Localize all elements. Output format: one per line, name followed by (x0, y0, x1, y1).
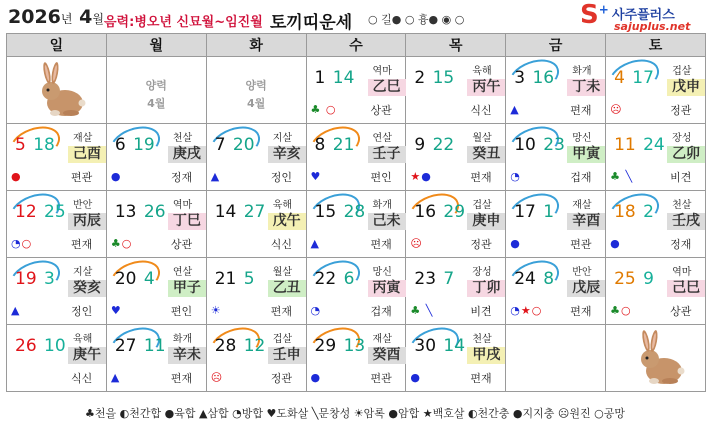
weekday-header: 목 (406, 34, 506, 57)
calendar-week-row (7, 57, 706, 124)
solar-day: 12 (15, 202, 37, 222)
ten-god-label: 식신 (270, 238, 292, 251)
spirit-label: 재살 (73, 133, 93, 144)
solar-day: 27 (114, 336, 137, 356)
calendar-day-cell[interactable] (406, 325, 506, 392)
solar-day: 26 (15, 336, 37, 356)
day-number (614, 135, 665, 155)
calendar-day-cell[interactable] (106, 191, 206, 258)
fortune-symbols: ▲ (110, 371, 121, 384)
ganji-label: 庚戌 (168, 146, 206, 163)
spirit-label: 연살 (372, 133, 392, 144)
calendar-day-cell[interactable] (306, 258, 406, 325)
ganji-label: 甲子 (168, 280, 206, 297)
fortune-symbols: ☹ (210, 371, 224, 384)
day-number (315, 202, 366, 222)
ten-god-label: 비견 (470, 305, 492, 318)
fortune-symbols: ☹ (410, 237, 423, 250)
day-number (514, 68, 554, 88)
spirit-label: 화개 (372, 200, 392, 211)
fortune-title: 토끼띠운세 (270, 13, 353, 33)
fortune-symbols: ● (610, 237, 621, 250)
spirit-label: 천살 (672, 200, 692, 211)
ganji-label: 戊申 (667, 79, 705, 96)
weekday-header-row (7, 34, 706, 57)
fortune-symbols: ● (110, 170, 122, 183)
weekday-header: 월 (106, 34, 206, 57)
symbol-legend: ♣천을 ◐천간합 ●육합 ▲삼합 ◔방합 ♥도화살 ╲문창성 ☀암록 ●암합 ★백호살 ◐천간충 ●지지충 ☹원진 ○공망 (85, 407, 625, 420)
spirit-label: 망신 (372, 267, 392, 278)
solar-day: 5 (15, 135, 26, 155)
fortune-symbols: ★● (410, 170, 432, 183)
day-number (115, 269, 155, 289)
weekday-header: 금 (506, 34, 606, 57)
calendar-day-cell[interactable] (306, 325, 406, 392)
lunar-day: 28 (343, 202, 366, 222)
ganji-label: 戊午 (268, 213, 306, 230)
spirit-label: 겁살 (472, 200, 492, 211)
calendar-day-cell[interactable] (406, 191, 506, 258)
lunar-day: 17 (632, 68, 654, 88)
lunar-day: 8 (543, 269, 555, 289)
ganji-label: 壬申 (268, 347, 306, 364)
spirit-label: 천살 (472, 334, 492, 345)
solar-day: 18 (614, 202, 636, 222)
fortune-symbols: ♣ ○ (310, 103, 337, 116)
ganji-label: 癸酉 (368, 347, 406, 364)
fortune-symbols: ● (11, 170, 22, 183)
fortune-symbols: ● (510, 237, 521, 250)
calendar-week-row (7, 258, 706, 325)
calendar-week-row (7, 325, 706, 392)
spirit-label: 연살 (172, 267, 193, 278)
lunar-day: 21 (332, 135, 355, 155)
day-number (115, 336, 166, 356)
rabbit-icon (634, 329, 690, 387)
lunar-day: 24 (643, 135, 665, 155)
day-number (115, 202, 166, 222)
day-number (514, 269, 554, 289)
ten-god-label: 편관 (370, 372, 392, 385)
fortune-symbols: ● (410, 371, 421, 384)
spirit-label: 지살 (73, 267, 93, 278)
ten-god-label: 편재 (170, 372, 193, 385)
spirit-label: 화개 (572, 66, 592, 77)
fortune-symbols: ● (310, 371, 322, 384)
fortune-symbols: ▲ (11, 304, 21, 317)
ganji-label: 辛未 (168, 347, 206, 364)
ganji-label: 甲寅 (567, 146, 605, 163)
fortune-symbols: ☀ (210, 304, 222, 317)
calendar-day-cell[interactable] (606, 57, 706, 124)
ganji-label: 己酉 (68, 146, 106, 163)
ten-god-label: 정관 (670, 104, 692, 117)
ten-god-label: 편재 (570, 305, 592, 318)
lunar-day: 16 (532, 68, 555, 88)
spirit-label: 반안 (73, 200, 93, 211)
solar-day: 25 (614, 269, 636, 289)
weekday-header: 일 (7, 34, 107, 57)
calendar-day-cell[interactable] (606, 124, 706, 191)
ganji-label: 丁巳 (168, 213, 206, 230)
solar-day: 15 (314, 202, 337, 222)
ten-god-label: 편재 (570, 104, 592, 117)
ganji-label: 丁未 (567, 79, 605, 96)
solar-day: 28 (214, 336, 237, 356)
solar-day: 22 (314, 269, 337, 289)
lunar-day: 4 (143, 269, 155, 289)
ten-god-label: 정재 (670, 238, 692, 251)
ganji-label: 丙辰 (68, 213, 106, 230)
fortune-symbols: ♥ (310, 170, 322, 183)
calendar-week-row (7, 191, 706, 258)
lunar-day: 2 (643, 202, 654, 222)
gregorian-placeholder-cell (206, 57, 306, 124)
logo-icon: S+ (580, 0, 609, 30)
calendar-day-cell[interactable] (406, 258, 506, 325)
ten-god-label: 편재 (370, 238, 392, 251)
ten-god-label: 편재 (71, 238, 93, 251)
day-number (215, 135, 255, 155)
ten-god-label: 상관 (670, 305, 692, 318)
day-number (414, 202, 465, 222)
spirit-label: 지살 (272, 133, 293, 144)
gregorian-label: 양력 (245, 79, 267, 92)
ten-god-label: 비견 (670, 171, 692, 184)
day-number (614, 68, 654, 88)
calendar-day-cell[interactable] (506, 57, 606, 124)
solar-day: 16 (414, 202, 437, 222)
empty-cell (506, 325, 606, 392)
calendar-day-cell[interactable] (406, 124, 506, 191)
lunar-day: 3 (44, 269, 55, 289)
ten-god-label: 식신 (470, 104, 492, 117)
day-number (614, 269, 654, 289)
solar-day: 23 (414, 269, 437, 289)
rabbit-illustration-cell (7, 57, 107, 124)
calendar-header: 2026년 4월 음력:병오년 신묘월~임진월 토끼띠운세 ○ 길● ○ 흉● ◉ ○ S+ 사주플러스 sajuplus.net (8, 0, 691, 33)
calendar-day-cell[interactable] (106, 258, 206, 325)
ganji-label: 乙丑 (268, 280, 306, 297)
lunar-day: 14 (332, 68, 355, 88)
calendar-day-cell[interactable] (606, 191, 706, 258)
day-number (215, 336, 266, 356)
day-number (315, 135, 355, 155)
fortune-symbols: ☹ (610, 103, 623, 116)
fortune-symbols: ♣ ╲ (610, 170, 634, 183)
solar-day: 7 (214, 135, 226, 155)
gregorian-label: 양력 (145, 79, 167, 92)
ganji-label: 己未 (368, 213, 406, 230)
lunar-day: 1 (543, 202, 555, 222)
fortune-symbols: ♣○ (110, 237, 133, 250)
ganji-label: 癸丑 (467, 146, 505, 163)
fortune-symbols: ▲ (210, 170, 221, 183)
weekday-header: 화 (206, 34, 306, 57)
solar-day: 11 (614, 135, 636, 155)
spirit-label: 겁살 (272, 334, 293, 345)
weekday-header: 수 (306, 34, 406, 57)
lunar-day: 29 (443, 202, 466, 222)
solar-day: 30 (414, 336, 437, 356)
ten-god-label: 편재 (270, 305, 292, 318)
fortune-symbols: ◔ (510, 170, 521, 183)
spirit-label: 화개 (172, 334, 193, 345)
ganji-label: 丁卯 (467, 280, 505, 297)
lunar-day: 7 (443, 269, 455, 289)
spirit-label: 장성 (472, 267, 492, 278)
solar-day: 3 (514, 68, 526, 88)
gregorian-placeholder-cell (106, 57, 206, 124)
solar-day: 19 (15, 269, 37, 289)
lunar-day: 27 (243, 202, 266, 222)
calendar-day-cell[interactable] (7, 325, 107, 392)
lunar-day: 14 (443, 336, 466, 356)
ten-god-label: 상관 (170, 238, 193, 251)
day-number (414, 135, 454, 155)
day-number (414, 68, 454, 88)
ganji-label: 庚午 (68, 347, 106, 364)
calendar-day-cell[interactable] (206, 124, 306, 191)
ten-god-label: 편관 (570, 238, 592, 251)
calendar-day-cell[interactable] (206, 191, 306, 258)
rabbit-illustration-cell (606, 325, 706, 392)
lunar-month-info: 음력:병오년 신묘월~임진월 (104, 15, 263, 30)
lunar-day: 5 (243, 269, 255, 289)
calendar-day-cell[interactable] (306, 57, 406, 124)
solar-day: 8 (314, 135, 326, 155)
calendar-day-cell[interactable] (606, 258, 706, 325)
ganji-label: 甲戌 (467, 347, 505, 364)
calendar-day-cell[interactable] (106, 124, 206, 191)
solar-day: 17 (514, 202, 536, 222)
calendar-day-cell[interactable] (306, 124, 406, 191)
fortune-symbols: ♥ (110, 304, 122, 317)
year-month-title: 2026년 4월 (8, 6, 104, 28)
lunar-day: 15 (432, 68, 455, 88)
ganji-label: 丙午 (467, 79, 505, 96)
solar-day: 9 (414, 135, 426, 155)
fortune-symbols: ♣○ (610, 304, 632, 317)
day-number (15, 135, 55, 155)
day-number (215, 269, 255, 289)
day-number (215, 202, 266, 222)
ten-god-label: 편재 (470, 372, 492, 385)
calendar-day-cell[interactable] (7, 124, 107, 191)
ten-god-label: 정인 (71, 305, 93, 318)
ten-god-label: 편재 (470, 171, 492, 184)
lunar-day: 20 (232, 135, 255, 155)
spirit-label: 월살 (472, 133, 492, 144)
solar-day: 4 (614, 68, 625, 88)
lunar-day: 10 (44, 336, 66, 356)
spirit-label: 재살 (372, 334, 392, 345)
day-number (15, 202, 66, 222)
calendar-day-cell[interactable] (7, 191, 107, 258)
day-number (315, 68, 355, 88)
ten-god-label: 겁재 (370, 305, 392, 318)
lunar-day: 12 (243, 336, 266, 356)
day-number (614, 202, 654, 222)
ganji-label: 乙巳 (368, 79, 406, 96)
day-number (15, 336, 66, 356)
solar-day: 6 (114, 135, 126, 155)
ganji-label: 辛亥 (268, 146, 306, 163)
solar-day: 13 (114, 202, 137, 222)
spirit-label: 역마 (672, 267, 692, 278)
ten-god-label: 식신 (71, 372, 93, 385)
ten-god-label: 정관 (270, 372, 292, 385)
calendar-day-cell[interactable] (7, 258, 107, 325)
day-number (514, 135, 565, 155)
solar-day: 10 (514, 135, 536, 155)
calendar-day-cell[interactable] (106, 325, 206, 392)
ganji-label: 辛酉 (567, 213, 605, 230)
fortune-symbols: ▲ (310, 237, 320, 250)
day-number (115, 135, 155, 155)
ten-god-label: 정인 (270, 171, 292, 184)
lunar-day: 26 (143, 202, 166, 222)
ten-god-label: 겁재 (570, 171, 592, 184)
ten-god-label: 편인 (170, 305, 193, 318)
spirit-label: 월살 (272, 267, 293, 278)
day-number (414, 336, 465, 356)
gregorian-month: 4월 (147, 97, 166, 110)
calendar-day-cell[interactable] (306, 191, 406, 258)
spirit-label: 재살 (572, 200, 592, 211)
ten-god-label: 정관 (470, 238, 492, 251)
rabbit-icon (35, 61, 91, 119)
ten-god-label: 편인 (370, 171, 392, 184)
ten-god-label: 상관 (370, 104, 392, 117)
spirit-label: 육해 (272, 200, 293, 211)
day-number (414, 269, 454, 289)
solar-day: 21 (214, 269, 237, 289)
fortune-symbols: ◔★○ (510, 304, 543, 317)
fortune-symbols: ▲ (510, 103, 520, 116)
solar-day: 24 (514, 269, 536, 289)
spirit-label: 망신 (572, 133, 592, 144)
spirit-label: 역마 (372, 66, 392, 77)
ganji-label: 壬戌 (667, 213, 705, 230)
fortune-symbols: ◔○ (11, 237, 33, 250)
day-number (514, 202, 554, 222)
solar-day: 20 (114, 269, 137, 289)
spirit-label: 장성 (672, 133, 692, 144)
lunar-day: 22 (432, 135, 455, 155)
solar-day: 2 (414, 68, 426, 88)
ganji-label: 戊辰 (567, 280, 605, 297)
calendar-day-cell[interactable] (206, 325, 306, 392)
fortune-symbols: ◔ (310, 304, 322, 317)
spirit-label: 육해 (472, 66, 492, 77)
lunar-day: 19 (133, 135, 155, 155)
lunar-day: 13 (343, 336, 366, 356)
gregorian-month: 4월 (246, 97, 266, 110)
ganji-label: 癸亥 (68, 280, 106, 297)
calendar-day-cell[interactable] (506, 258, 606, 325)
lunar-day: 11 (143, 336, 166, 356)
ganji-label: 庚申 (467, 213, 505, 230)
ganji-label: 丙寅 (368, 280, 406, 297)
spirit-label: 겁살 (672, 66, 692, 77)
lunar-day: 18 (33, 135, 55, 155)
spirit-label: 반안 (572, 267, 592, 278)
lunar-day: 25 (44, 202, 66, 222)
solar-day: 14 (214, 202, 237, 222)
calendar-week-row (7, 124, 706, 191)
calendar-day-cell[interactable] (506, 191, 606, 258)
spirit-label: 육해 (73, 334, 93, 345)
calendar-day-cell[interactable] (506, 124, 606, 191)
day-number (15, 269, 55, 289)
ganji-label: 壬子 (368, 146, 406, 163)
calendar-day-cell[interactable] (206, 258, 306, 325)
solar-day: 29 (314, 336, 337, 356)
spirit-label: 천살 (172, 133, 193, 144)
spirit-label: 역마 (172, 200, 193, 211)
weekday-header: 토 (606, 34, 706, 57)
day-number (315, 336, 366, 356)
ten-god-label: 정재 (170, 171, 193, 184)
lunar-day: 6 (343, 269, 355, 289)
lunar-day: 23 (543, 135, 565, 155)
day-number (315, 269, 355, 289)
ten-god-label: 편관 (71, 171, 93, 184)
fortune-symbols: ♣ ╲ (410, 304, 434, 317)
lunar-day: 9 (643, 269, 654, 289)
calendar-grid (6, 33, 706, 392)
calendar-day-cell[interactable] (406, 57, 506, 124)
good-bad-legend: ○ 길● ○ 흉● ◉ ○ (368, 13, 465, 26)
ganji-label: 己巳 (667, 280, 705, 297)
solar-day: 1 (314, 68, 326, 88)
ganji-label: 乙卯 (667, 146, 705, 163)
